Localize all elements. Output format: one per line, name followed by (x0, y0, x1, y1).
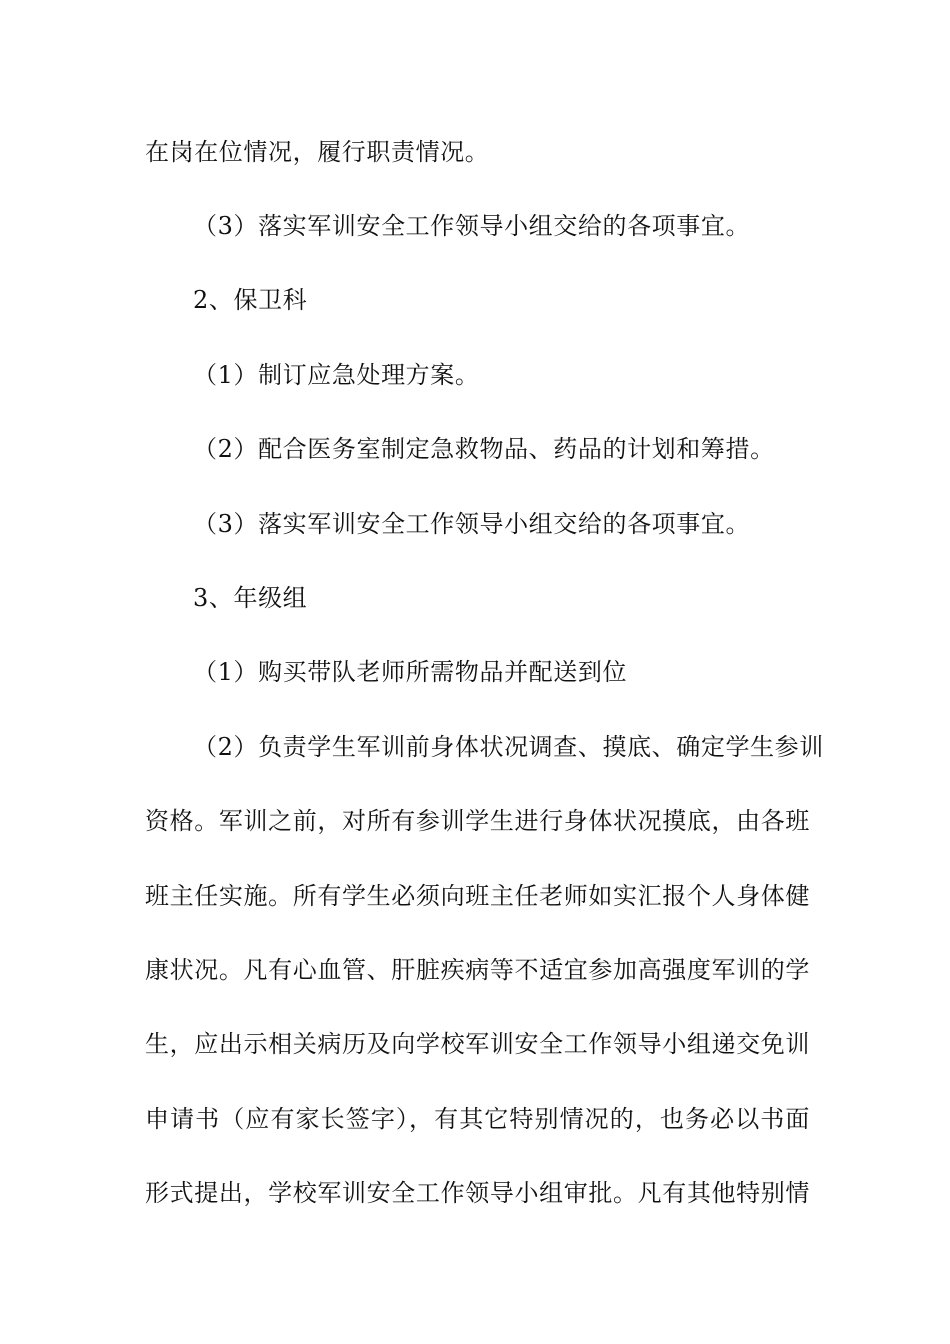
paragraph-line-13: 生，应出示相关病历及向学校军训安全工作领导小组递交免训 (145, 1030, 810, 1058)
section-heading-security: 2、保卫科 (193, 286, 308, 314)
paragraph-line-2: （3）落实军训安全工作领导小组交给的各项事宜。 (193, 212, 751, 240)
paragraph-line-4: （1）制订应急处理方案。 (193, 361, 480, 389)
paragraph-line-1: 在岗在位情况，履行职责情况。 (145, 138, 490, 166)
paragraph-line-12: 康状况。凡有心血管、肝脏疾病等不适宜参加高强度军训的学 (145, 956, 810, 984)
paragraph-line-15: 形式提出，学校军训安全工作领导小组审批。凡有其他特别情 (145, 1179, 810, 1207)
paragraph-line-5: （2）配合医务室制定急救物品、药品的计划和筹措。 (193, 435, 775, 463)
paragraph-line-9: （2）负责学生军训前身体状况调查、摸底、确定学生参训 (193, 733, 824, 761)
paragraph-line-6: （3）落实军训安全工作领导小组交给的各项事宜。 (193, 510, 751, 538)
section-heading-grade-group: 3、年级组 (193, 584, 308, 612)
paragraph-line-11: 班主任实施。所有学生必须向班主任老师如实汇报个人身体健 (145, 882, 810, 910)
paragraph-line-10: 资格。军训之前，对所有参训学生进行身体状况摸底，由各班 (145, 807, 810, 835)
paragraph-line-14: 申请书（应有家长签字），有其它特别情况的，也务必以书面 (145, 1105, 810, 1133)
paragraph-line-8: （1）购买带队老师所需物品并配送到位 (193, 658, 628, 686)
